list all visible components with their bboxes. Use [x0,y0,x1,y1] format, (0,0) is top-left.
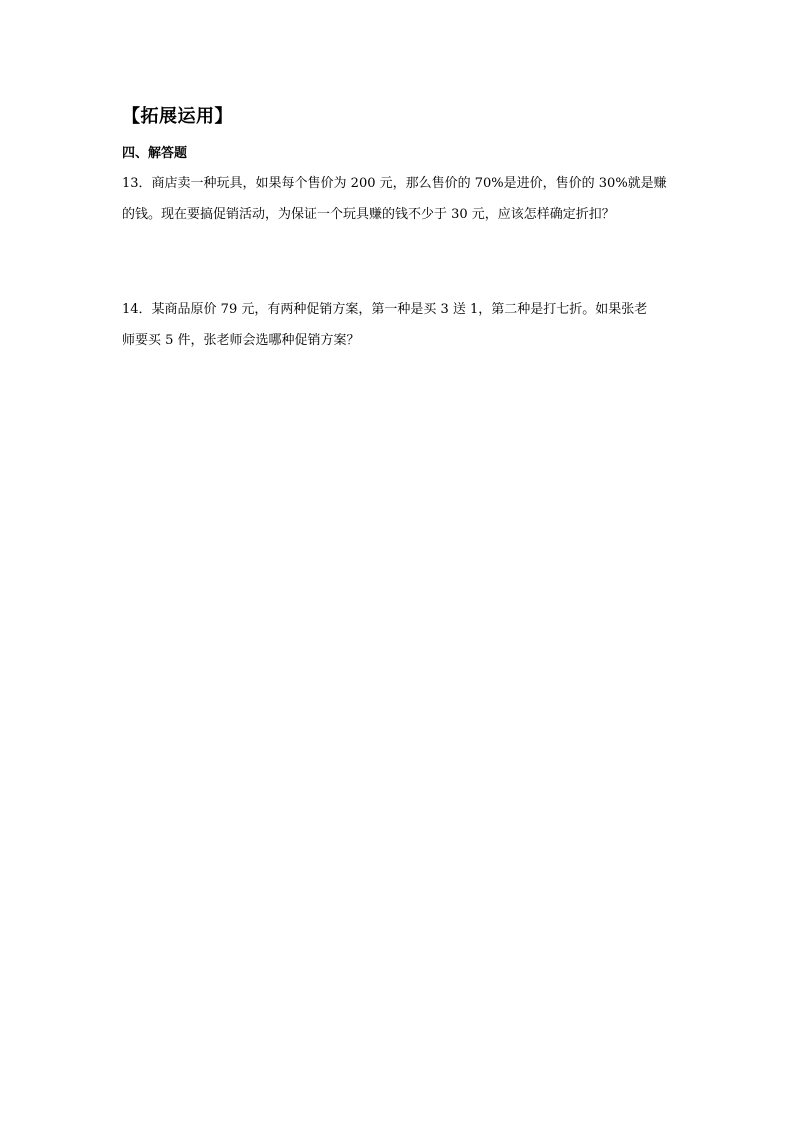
question-14-line-2: 师要买 5 件，张老师会选哪种促销方案？ [122,333,360,348]
question-14 [122,294,682,356]
question-13 [122,168,682,230]
part-heading: 四、解答题 [122,146,188,161]
question-13-line-1: 13．商店卖一种玩具，如果每个售价为 200 元，那么售价的 70%是进价，售价的 30%就是赚 [122,176,667,191]
question-14-line-1: 14．某商品原价 79 元，有两种促销方案，第一种是买 3 送 1，第二种是打七折。如果张老 [122,302,648,317]
question-13-line-2: 的钱。现在要搞促销活动，为保证一个玩具赚的钱不少于 30 元，应该怎样确定折扣？ [122,207,615,222]
section-title: 【拓展运用】 [122,106,233,127]
